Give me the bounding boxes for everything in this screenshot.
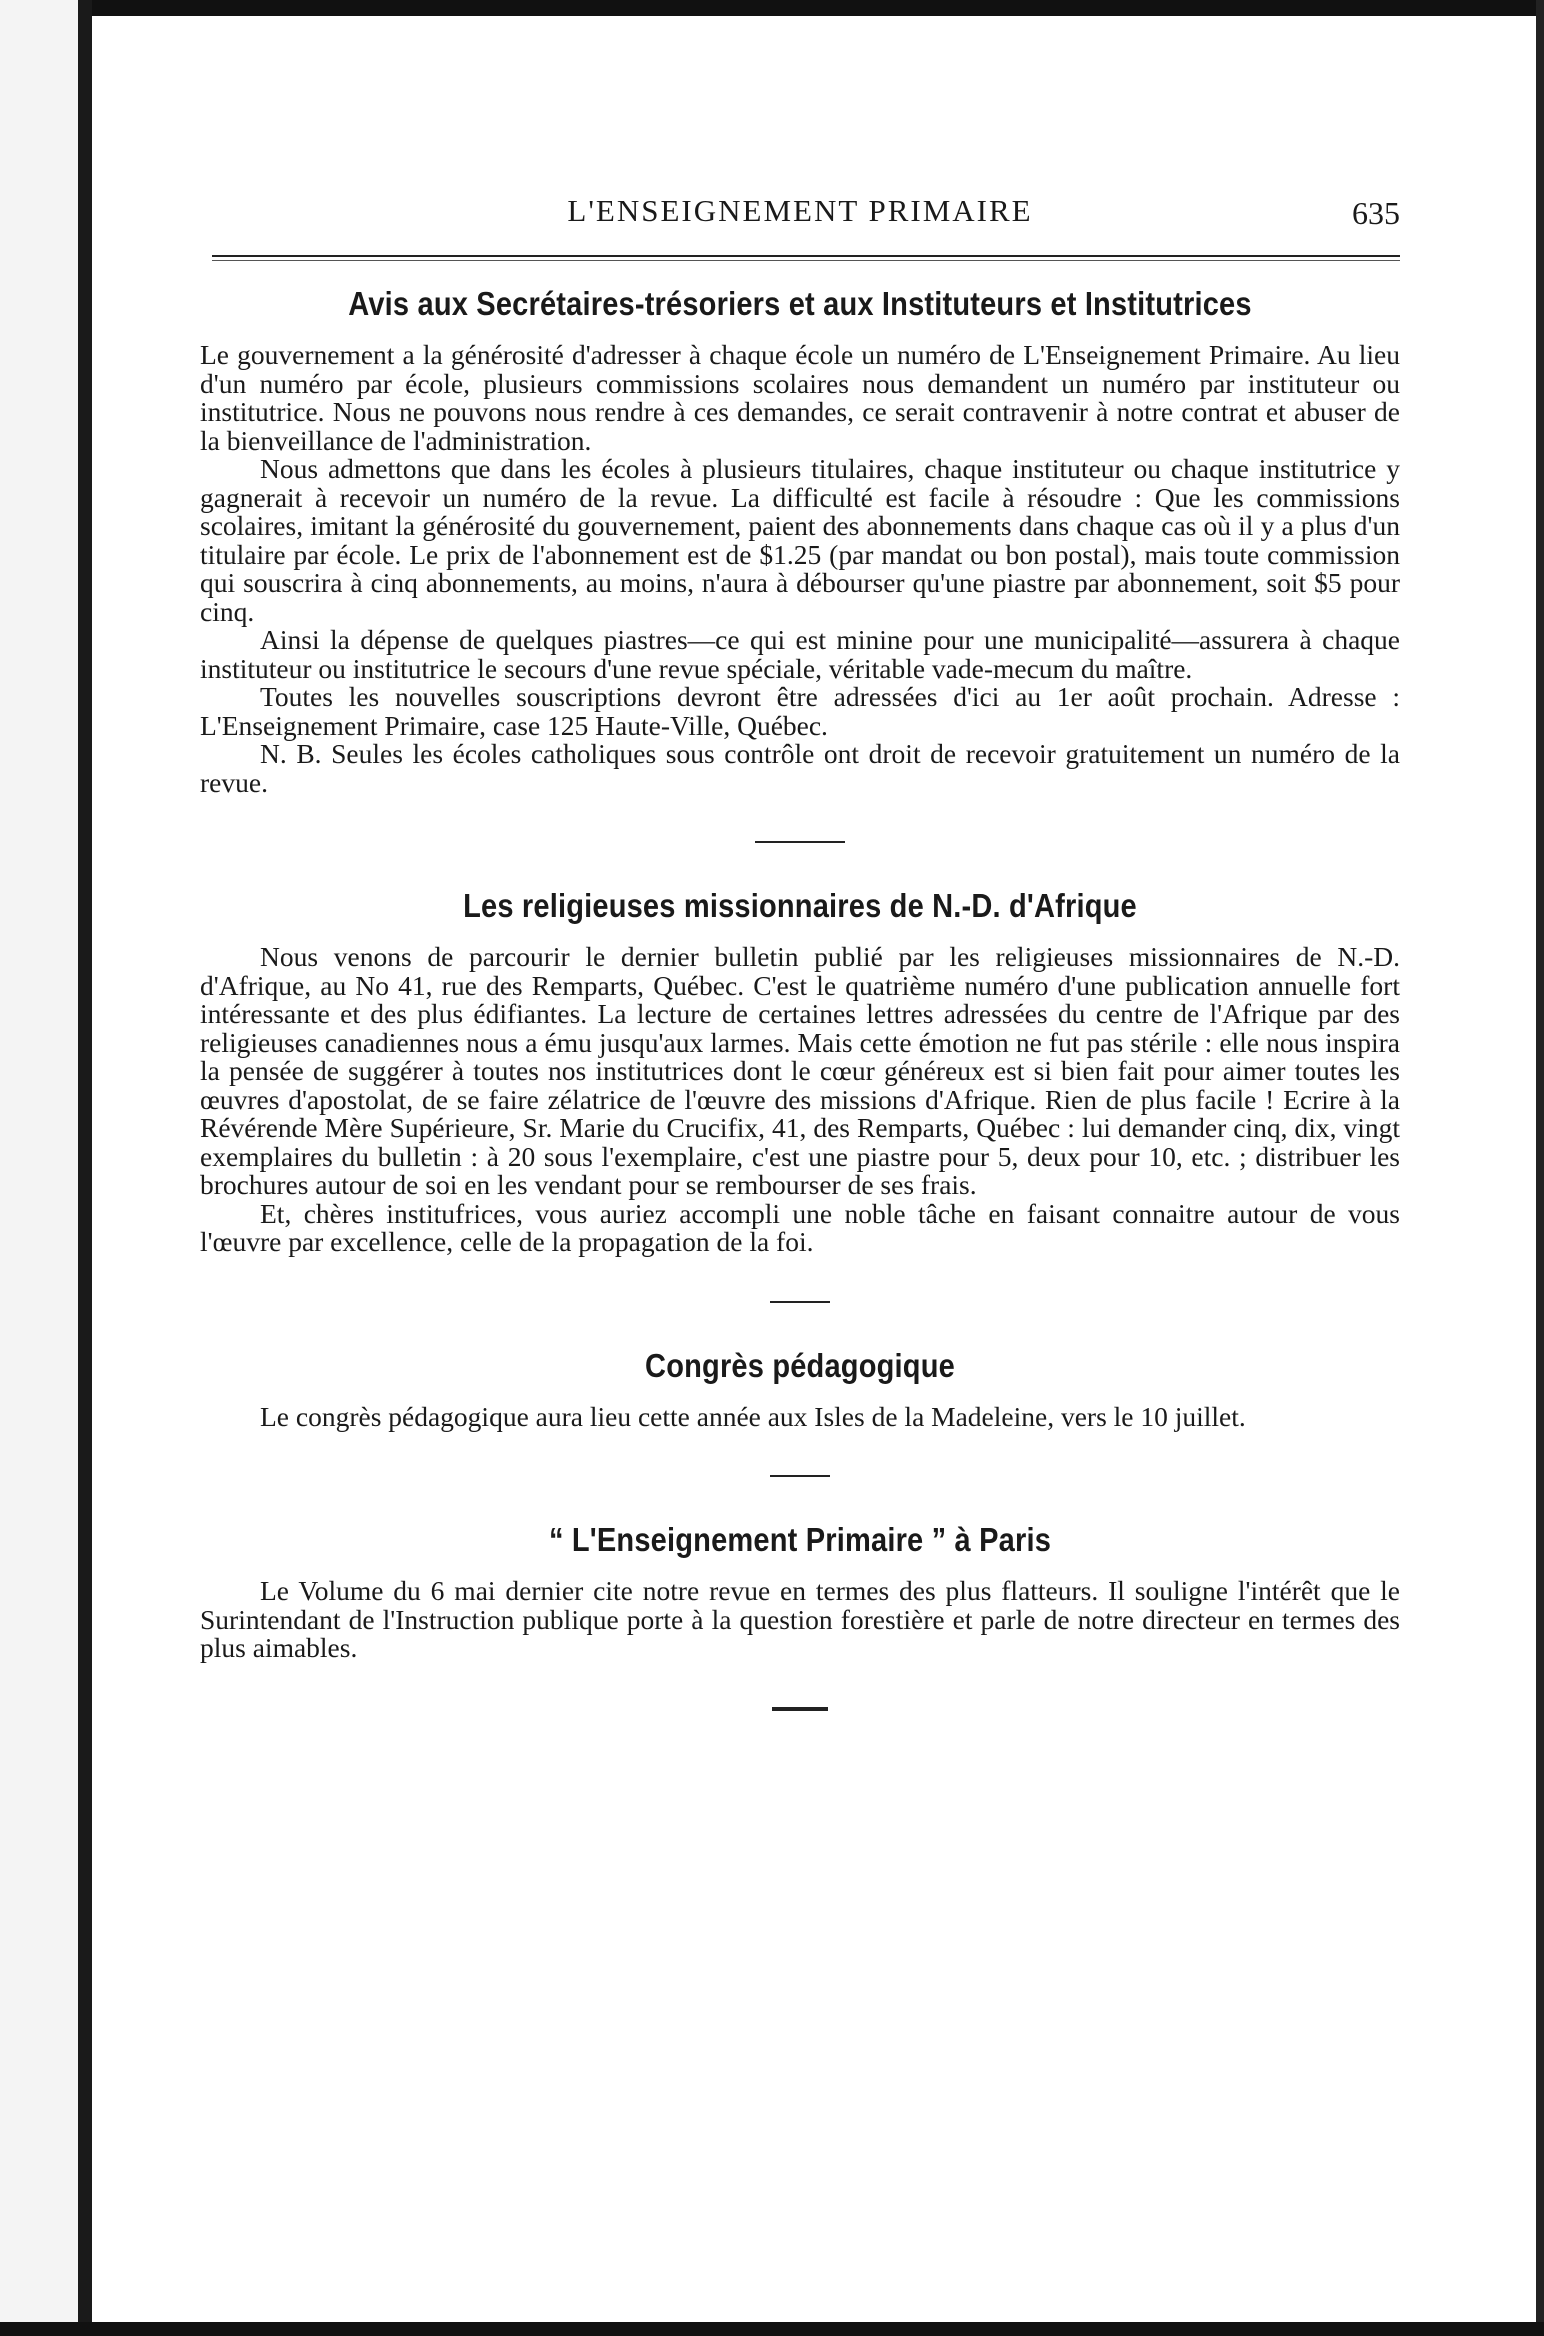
page-content (200, 185, 1400, 1755)
section-paris (200, 1521, 1400, 1663)
section-avis (200, 285, 1400, 797)
header-rule (212, 255, 1400, 261)
gutter-shadow (78, 0, 92, 2336)
section-title: Avis aux Secrétaires-trésoriers et aux Instituteurs et Institutrices (348, 285, 1252, 322)
book-gutter (0, 0, 78, 2336)
section-title: “ L'Enseignement Primaire ” à Paris (548, 1521, 1052, 1558)
page-number: 635 (1352, 195, 1400, 231)
section-divider (755, 841, 845, 843)
section-religieuses (200, 887, 1400, 1257)
paragraph: Nous venons de parcourir le dernier bulletin publié par les religieuses missionnaires de N.-D. d'Afrique, au No 41, rue des Remparts, Québec. C'est le quatrième numéro d'une publication annuelle fort intéressante et des plus édifiantes. La lecture de certaines lettres adressées du centre de l'Afrique par des religieuses canadiennes nous a ému jusqu'aux larmes. Mais cette émotion ne fut pas stérile : elle nous inspira la pensée de suggérer à toutes nos institutrices dont le cœur généreux est si bien fait pour aimer toutes les œuvres d'apostolat, de se faire zélatrice de l'œuvre des missions d'Afrique. Rien de plus facile ! Ecrire à la Révérende Mère Supérieure, Sr. Marie du Crucifix, 41, des Remparts, Québec : lui demander cinq, dix, vingt exemplaires du bulletin : à 20 sous l'exemplaire, c'est une piastre pour 5, deux pour 10, etc. ; distribuer les brochures autour de soi en les vendant pour se rembourser de ses frais. (200, 941, 1400, 1200)
paragraph: Et, chères institufrices, vous auriez accompli une noble tâche en faisant connaitre autour de vous l'œuvre par excellence, celle de la propagation de la foi. (200, 1197, 1400, 1257)
paragraph: Le gouvernement a la générosité d'adresser à chaque école un numéro de L'Enseignement Primaire. Au lieu d'un numéro par école, plusieurs commissions scolaires nous demandent un numéro par instituteur ou institutrice. Nous ne pouvons nous rendre à ces demandes, ce serait contravenir à notre contrat et abuser de la bienveillance de l'administration. (200, 339, 1400, 456)
section-divider (770, 1301, 830, 1303)
paragraph: Nous admettons que dans les écoles à plusieurs titulaires, chaque instituteur ou chaque institutrice y gagnerait à recevoir un numéro de la revue. La difficulté est facile à résoudre : Que les commissions scolaires, imitant la générosité du gouvernement, paient des abonnements dans chaque cas où il y a plus d'un titulaire par école. Le prix de l'abonnement est de $1.25 (par mandat ou bon postal), mais toute commission qui souscrira à cinq abonnements, au moins, n'aura à débourser qu'une piastre par abonnement, soit $5 pour cinq. (200, 453, 1400, 627)
paragraph: Le congrès pédagogique aura lieu cette année aux Isles de la Madeleine, vers le 10 juillet. (260, 1400, 1246, 1432)
section-title: Les religieuses missionnaires de N.-D. d'Afrique (463, 887, 1137, 924)
running-title: L'ENSEIGNEMENT PRIMAIRE (567, 193, 1033, 228)
scan-bottom-border (0, 2322, 1544, 2336)
section-congres (200, 1347, 1400, 1432)
paragraph: Ainsi la dépense de quelques piastres—ce qui est minine pour une municipalité—assurera à chaque instituteur ou institutrice le secours d'une revue spéciale, véritable vade-mecum du maître. (200, 624, 1400, 684)
section-divider (770, 1475, 830, 1477)
scan-top-border (0, 0, 1544, 16)
section-title: Congrès pédagogique (645, 1346, 955, 1384)
paragraph: Le Volume du 6 mai dernier cite notre revue en termes des plus flatteurs. Il souligne l'intérêt que le Surintendant de l'Instruction publique porte à la question forestière et parle de notre directeur en termes des plus aimables. (200, 1575, 1400, 1663)
section-divider (772, 1707, 828, 1711)
paragraph: N. B. Seules les écoles catholiques sous contrôle ont droit de recevoir gratuitement un numéro de la revue. (200, 738, 1400, 798)
paragraph: Toutes les nouvelles souscriptions devront être adressées d'ici au 1er août prochain. Adresse : L'Enseignement Primaire, case 125 Haute-Ville, Québec. (200, 681, 1400, 741)
running-header (200, 185, 1400, 245)
scan-right-border (1536, 0, 1544, 2336)
